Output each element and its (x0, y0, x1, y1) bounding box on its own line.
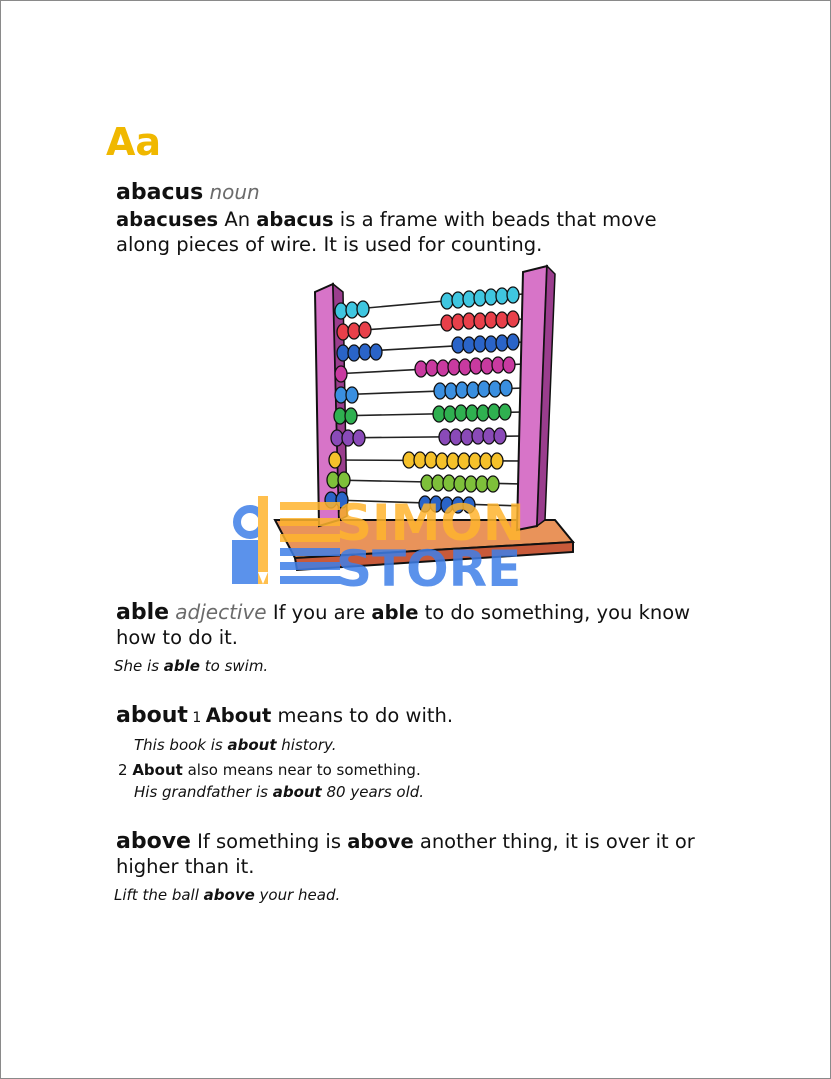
sense-bold: About (205, 704, 272, 727)
definition-text: If something is (190, 830, 348, 853)
definition-text: higher than it. (116, 855, 255, 878)
headword: abacus (116, 180, 204, 205)
definition-text: is a frame with beads that move (333, 208, 657, 231)
definition-text: another thing, it is over it or (413, 830, 695, 853)
definition-text: An (218, 208, 257, 231)
sense-number: 1 (187, 710, 206, 726)
definition-bold: abacus (256, 208, 334, 231)
watermark-line2: STORE (336, 540, 522, 588)
entry-above (116, 829, 695, 879)
sense-2: 2 About also means near to something. (118, 761, 421, 779)
definition-text: to do something, you know (418, 601, 691, 624)
entry-about (116, 703, 453, 731)
section-letter: Aa (106, 120, 162, 164)
example-sentence: His grandfather is about 80 years old. (134, 783, 425, 801)
part-of-speech: noun (209, 180, 260, 204)
headword: above (116, 829, 191, 854)
sense-text: means to do with. (271, 704, 454, 727)
definition-text: along pieces of wire. It is used for counting. (116, 233, 543, 256)
watermark-logo (232, 492, 588, 588)
plural-form: abacuses (116, 208, 219, 231)
definition-text: how to do it. (116, 626, 238, 649)
definition-bold: above (347, 830, 414, 853)
example-sentence: Lift the ball above your head. (114, 886, 341, 904)
watermark-line1: SIMON (336, 494, 525, 552)
example-sentence: She is able to swim. (114, 657, 269, 675)
part-of-speech: adjective (175, 600, 267, 624)
headword: able (116, 600, 170, 625)
headword: about (116, 703, 188, 728)
definition-text: If you are (266, 601, 372, 624)
definition-bold: able (371, 601, 419, 624)
entry-abacus (116, 178, 657, 257)
entry-able (116, 600, 690, 650)
example-sentence: This book is about history. (134, 736, 337, 754)
